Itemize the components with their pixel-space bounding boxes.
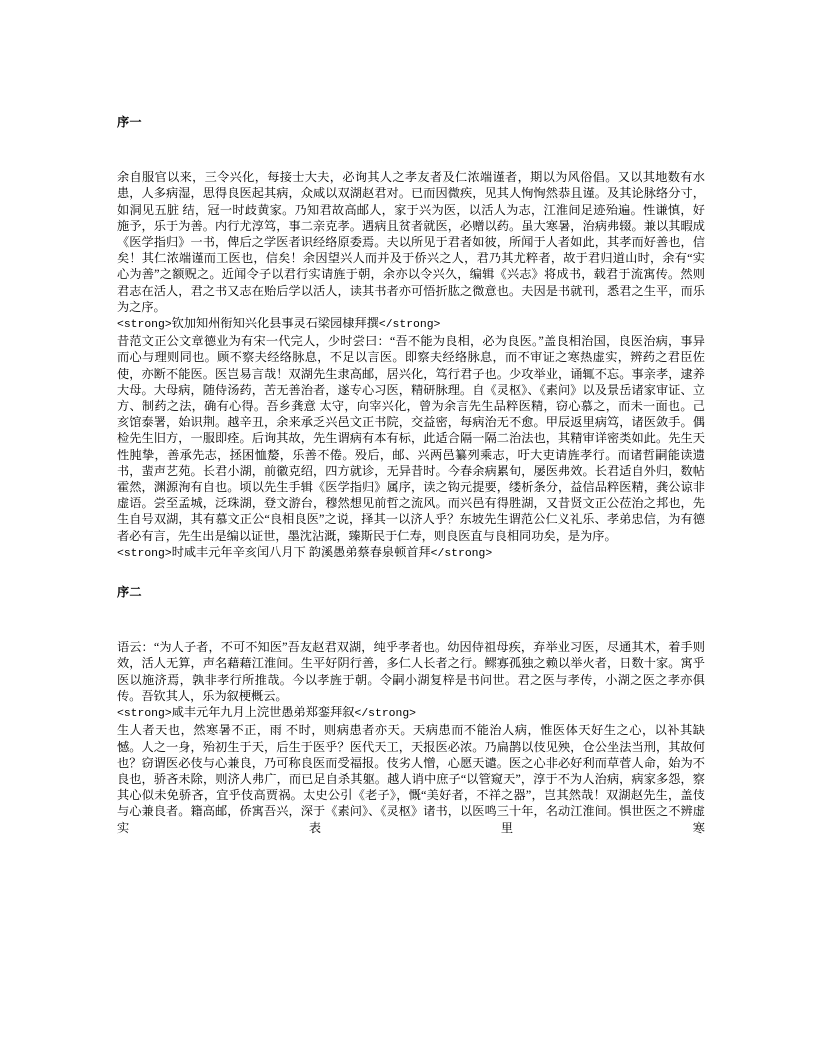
signature-line-xu-er-1	[117, 704, 705, 722]
strong-close-tag-text: </strong>	[430, 547, 493, 560]
paragraph-xu-yi-2: 昔范文正公文章德业为有宋一代完人，少时尝曰：“吾不能为良相，必为良医。”盖良相治国，良医治病，事异而心与理则同也。顾不察夫经络脉息，不足以言医。即察夫经络脉息，而不审证之寒热虚实，辨药之君臣佐使，亦断不能医。医岂易言哉！双湖先生隶高邮，居兴化，笃行君子也。少攻举业，诵辄不忘。事亲孝，逮养大母。大母病，随侍汤药，苦无善治者，遂专心习医，精研脉理。自《灵枢》、《素问》以及景岳诸家审证、立方、制药之法，确有心得。吾乡龚意 太守，向宰兴化，曾为余言先生品粹医精，窃心慕之，而未一面也。己亥馆泰署，始识荆。越辛丑，余来承乏兴邑文正书院，交益密，每病治无不愈。甲辰返里病笃，诸医敛手。偶检先生旧方，一服即痊。后询其故，先生谓病有本有标，此适合隔一隔二治法也，其精审详密类如此。先生天性肫挚，善承先志，拯困恤嫠，乐善不倦。殁后，邮、兴两邑纂列乘志，吁大吏请旌孝行。而诸哲嗣能读遗书，蜚声艺苑。长君小湖，前徽克绍，四方就诊，无异昔时。今春余病累旬，屡医弗效。长君适自外归，数帖霍然，渊源洵有自也。顷以先生手辑《医学指归》属序，读之钩元提要，缕析条分，益信品粹医精，龚公谅非虚语。尝至孟城，泛珠湖，登文游台，穆然想见前哲之流风。而兴邑有得胜湖，又昔贤文正公莅治之邦也，先生自号双湖，其有慕文正公“良相良医”之说，择其一以济人乎？东坡先生谓范公仁义礼乐、孝弟忠信，为有德者必有言，先生出是编以证世，墨沈沾溉，臻斯民于仁寿，则良医直与良相同功矣，是为序。	[117, 334, 705, 543]
signature-text: 时咸丰元年辛亥闰八月下 韵溪愚弟蔡春泉顿首拜	[171, 544, 431, 559]
spacer	[117, 130, 705, 169]
strong-open-tag-text: <strong>	[117, 547, 172, 560]
signature-line-xu-yi-2	[117, 544, 705, 562]
document-content	[117, 114, 705, 836]
signature-line-xu-yi-1	[117, 315, 705, 333]
section-heading-xu-yi: 序一	[117, 115, 142, 129]
strong-open-tag-text: <strong>	[117, 708, 172, 721]
signature-text: 钦加知州衔知兴化县事灵石梁园棣拜撰	[171, 316, 379, 331]
spacer	[117, 562, 705, 584]
paragraph-xu-er-1: 语云：“为人子者，不可不知医”吾友赵君双湖，纯乎孝者也。幼因侍祖母疾，弃举业习医，尽通其术，着手则效，活人无算，声名藉藉江淮间。生平好阴行善，多仁人长者之行。鳏寡孤独之赖以举火者，日数十家。寓乎医以施济焉，孰非孝行所推哉。今以孝旌于朝。令嗣小湖复梓是书问世。君之医与孝传，小湖之医之孝亦俱传。吾钦其人，乐为叙梗概云。	[117, 640, 705, 703]
paragraph-xu-er-2: 生人者天也，然寒暑不正，雨 不时，则病患者亦天。天病患而不能治人病，惟医体天好生之心，以补其缺憾。人之一身，殆初生于天，后生于医乎？医代天工，天报医必浓。乃扁鹊以伎见殃，仓公坐法当刑，其故何也？窃谓医必伎与心兼良，乃可称良医而受福报。伎劣人憎，心愿天谴。医之心非必好利而草菅人命，始为不良也，骄吝未除，则济人弗广，而已足自杀其躯。越人诮中庶子“以管窥天”，淳于不为人治病，病家多怨，察其心似未免骄吝，宜乎伎高贾祸。太史公引《老子》，慨“美好者，不祥之器”，岂其然哉！双湖赵先生，盖伎与心兼良者。籍高邮，侨寓吾兴，深于《素问》、《灵枢》诸书，以医鸣三十年，名动江淮间。惧世医之不辨虚实表里寒	[117, 723, 705, 835]
paragraph-xu-yi-1: 余自服官以来，三令兴化，每接士大夫，必询其人之孝友者及仁浓端谨者，期以为风俗倡。又以其地数有水患，人多病湿，思得良医起其病，众咸以双湖赵君对。已而因微疾，见其人恂恂然恭且谨。及其论脉络分寸，如洞见五脏 结，冠一时歧黄家。乃知君故高邮人，家于兴为医，以活人为志，江淮间足迹殆遍。性谦慎，好施予，乐于为善。内行尤淳笃，事二亲克孝。遇病且贫者就医，必赠以药。虽大寒暑，治病弗辍。兼以其暇成《医学指归》一书，俾后之学医者识经络原委焉。夫以所见于君者如彼，所闻于人者如此，其孝而好善也，信矣！其仁浓端谨而工医也，信矣！余因望兴人而并及于侨兴之人，君乃其尤粹者，故于君归道山时，余有“实心为善”之额贶之。近闻令子以君行实请旌于朝，余亦以令兴久，编辑《兴志》将成书，载君于流寓传。然则君志在活人，君之书又志在贻后学以活人，读其书者亦可悟折肱之微意也。夫因是书就刊，悉君之生平，而乐为之序。	[117, 170, 705, 314]
spacer	[117, 600, 705, 639]
strong-open-tag-text: <strong>	[117, 319, 172, 332]
section-heading-xu-er: 序二	[117, 585, 142, 600]
strong-close-tag-text: </strong>	[378, 319, 441, 332]
signature-text: 咸丰元年九月上浣世愚弟郑銮拜叙	[171, 705, 355, 720]
strong-close-tag-text: </strong>	[354, 708, 417, 721]
